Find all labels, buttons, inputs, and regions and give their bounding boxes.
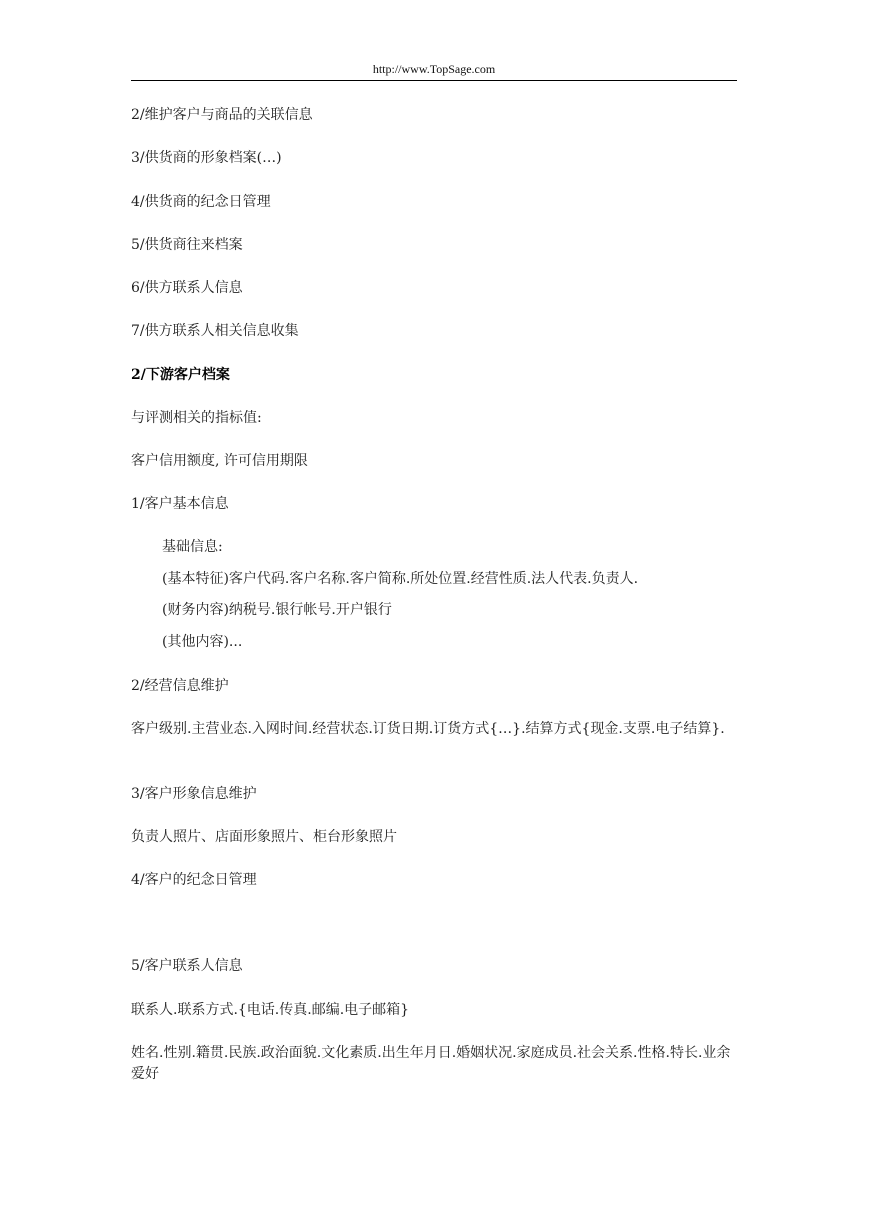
contact-methods: 联系人.联系方式.{电话.传真.邮编.电子邮箱} (131, 1002, 410, 1018)
image-info-heading: 3/客户形象信息维护 (131, 786, 257, 802)
supplier-item-4: 4/供货商的纪念日管理 (131, 194, 271, 210)
basic-info-line-1: (基本特征)客户代码.客户名称.客户简称.所处位置.经营性质.法人代表.负责人. (162, 571, 639, 587)
basic-info-line-2: (财务内容)纳税号.银行帐号.开户银行 (162, 602, 392, 618)
supplier-item-6: 6/供方联系人信息 (131, 280, 243, 296)
business-info-text: 客户级别.主营业态.入网时间.经营状态.订货日期.订货方式{…}.结算方式{现金.支票.电子结算}. (131, 721, 725, 737)
basic-info-label: 基础信息: (162, 539, 223, 555)
image-info-text: 负责人照片、店面形象照片、柜台形象照片 (131, 829, 397, 845)
supplier-item-3: 3/供货商的形象档案(…) (131, 150, 282, 166)
contact-info-heading: 5/客户联系人信息 (131, 958, 243, 974)
page-header (131, 60, 737, 81)
eval-intro: 与评测相关的指标值: (131, 410, 262, 426)
eval-values: 客户信用额度, 许可信用期限 (131, 453, 308, 469)
header-url: http://www.TopSage.com (372, 62, 496, 76)
contact-personal-details: 姓名.性别.籍贯.民族.政治面貌.文化素质.出生年月日.婚姻状况.家庭成员.社会关系.性格.特长.业余爱好 (131, 1045, 731, 1082)
supplier-item-7: 7/供方联系人相关信息收集 (131, 323, 299, 339)
business-info-heading: 2/经营信息维护 (131, 678, 229, 694)
basic-info-heading: 1/客户基本信息 (131, 496, 229, 512)
supplier-item-2: 2/维护客户与商品的关联信息 (131, 107, 313, 123)
section-title: 2/下游客户档案 (131, 367, 230, 383)
basic-info-line-3: (其他内容)... (162, 634, 243, 650)
anniversary-heading: 4/客户的纪念日管理 (131, 872, 257, 888)
supplier-item-5: 5/供货商往来档案 (131, 237, 243, 253)
